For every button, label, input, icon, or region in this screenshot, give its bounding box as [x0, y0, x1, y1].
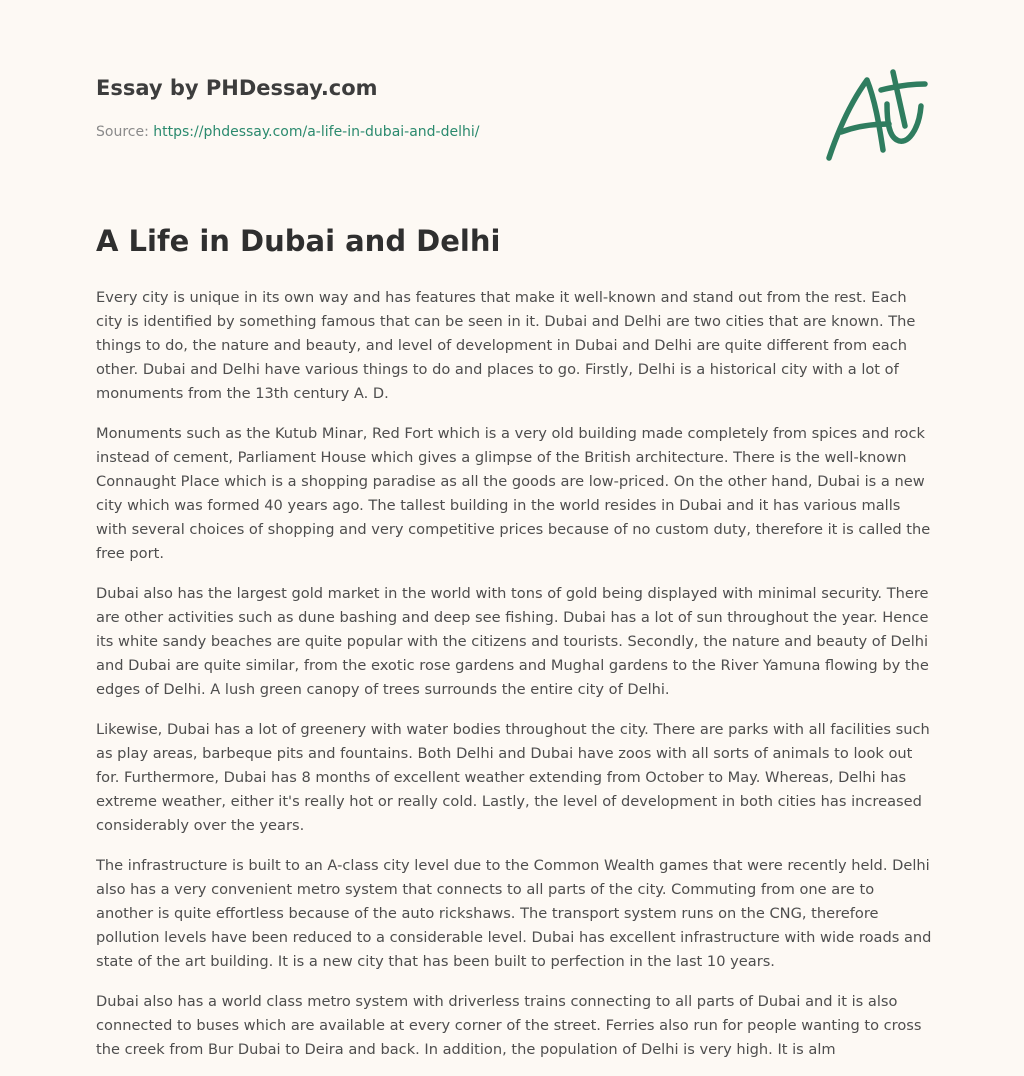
essay-paragraph: Dubai also has a world class metro system with driverless trains connecting to all parts of Dubai and it is also connected to buses which are available at every corner of the street. Ferries also run for people wanting to cross the creek from Bur Dubai to Deira and back. In addition, the population of Delhi is very high. It is alm — [96, 993, 922, 1058]
brand-heading: Essay by PHDessay.com — [96, 76, 378, 100]
essay-paragraph: Every city is unique in its own way and has features that make it well-known and stand out from the rest. Each city is identified by something famous that can be seen in it. Dubai and Delhi are two cities that are known. The things to do, the nature and beauty, and level of development in Dubai and Delhi are quite different from each other. Dubai and Delhi have various things to do and places to go. Firstly, Delhi is a historical city with a lot of monuments from the 13th century A. D. — [96, 289, 916, 402]
essay-title: A Life in Dubai and Delhi — [96, 224, 501, 258]
essay-paragraph: Dubai also has the largest gold market in the world with tons of gold being displayed with minimal security. There are other activities such as dune bashing and deep see fishing. Dubai has a lot of sun throughout the year. Hence its white sandy beaches are quite popular with the citizens and tourists. Secondly, the nature and beauty of Delhi and Dubai are quite similar, from the exotic rose gardens and Mughal gardens to the River Yamuna flowing by the edges of Delhi. A lush green canopy of trees surrounds the entire city of Delhi. — [96, 585, 929, 698]
essay-body — [96, 286, 932, 1076]
source-link[interactable]: https://phdessay.com/a-life-in-dubai-and-delhi/ — [153, 124, 480, 140]
a-plus-grade-icon — [823, 66, 929, 166]
source-label: Source: — [96, 124, 154, 140]
essay-paragraph: Monuments such as the Kutub Minar, Red Fort which is a very old building made completely from spices and rock instead of cement, Parliament House which gives a glimpse of the British architecture. There is the well-known Connaught Place which is a shopping paradise as all the goods are low-priced. On the other hand, Dubai is a new city which was formed 40 years ago. The tallest building in the world resides in Dubai and it has various malls with several choices of shopping and very competitive prices because of no custom duty, therefore it is called the free port. — [96, 425, 931, 562]
essay-paragraph: The infrastructure is built to an A-class city level due to the Common Wealth games that were recently held. Delhi also has a very convenient metro system that connects to all parts of the city. Commuting from one are to another is quite effortless because of the auto rickshaws. The transport system runs on the CNG, therefore pollution levels have been reduced to a considerable level. Dubai has excellent infrastructure with wide roads and state of the art building. It is a new city that has been built to perfection in the last 10 years. — [96, 857, 932, 970]
essay-paragraph: Likewise, Dubai has a lot of greenery with water bodies throughout the city. There are parks with all facilities such as play areas, barbeque pits and fountains. Both Delhi and Dubai have zoos with all sorts of animals to look out for. Furthermore, Dubai has 8 months of excellent weather extending from October to May. Whereas, Delhi has extreme weather, either it's really hot or really cold. Lastly, the level of development in both cities has increased considerably over the years. — [96, 721, 930, 834]
source-line — [96, 124, 479, 140]
